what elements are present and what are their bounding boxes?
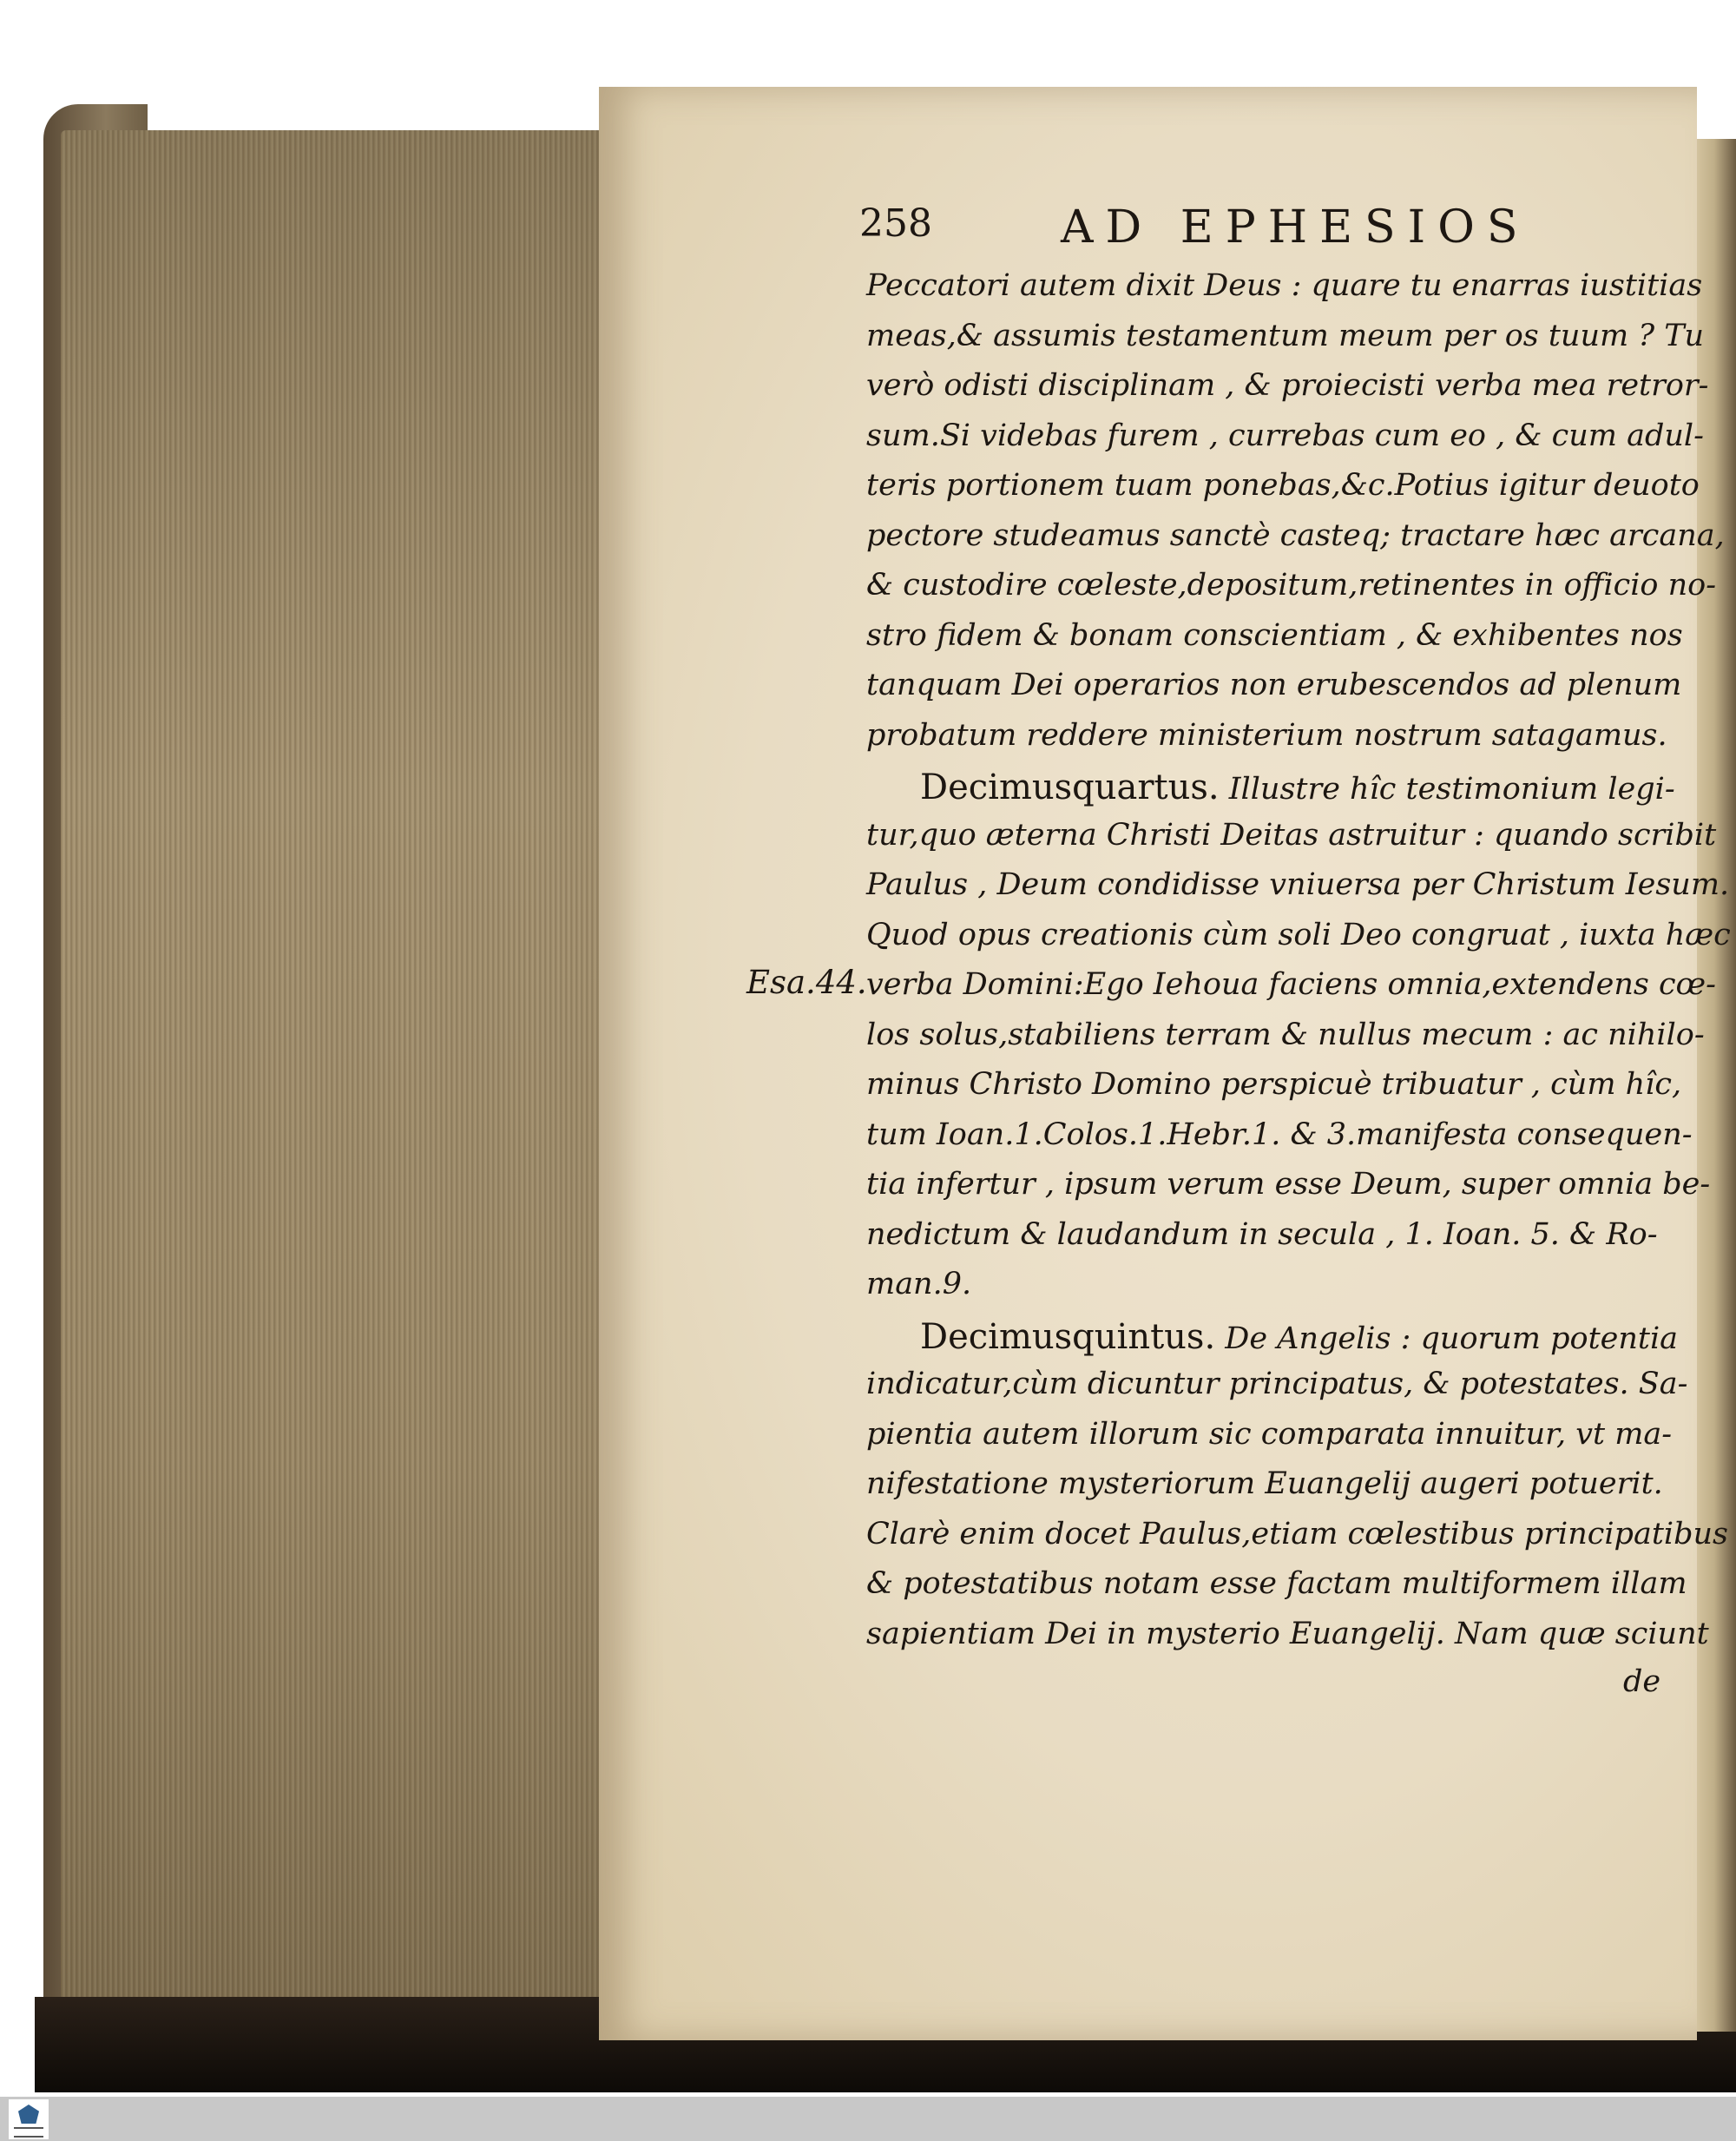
text-line — [866, 468, 1700, 503]
viewer-footer-bar — [0, 2097, 1736, 2141]
text-line — [866, 1169, 1710, 1200]
text-line — [866, 1619, 1709, 1650]
line-text: Quod opus creationis cùm soli Deo congruat , iuxta hæc — [866, 918, 1731, 952]
line-text: tanquam Dei operarios non erubescendos ad plenum — [866, 668, 1682, 702]
line-text: pectore studeamus sanctè casteq; tractare hæc arcana, — [866, 518, 1725, 553]
line-text: De Angelis : quorum potentia — [1215, 1321, 1679, 1356]
line-text: tur,quo æterna Christi Deitas astruitur : quando scribit — [866, 818, 1717, 853]
text-line — [866, 820, 1716, 851]
text-line — [866, 1369, 1687, 1400]
text-line — [866, 368, 1709, 403]
line-text: verò odisti disciplinam , & proiecisti verba mea retror- — [866, 368, 1709, 403]
text-line — [866, 1417, 1673, 1452]
line-text: & potestatibus notam esse factam multiformem illam — [866, 1566, 1687, 1601]
line-text: Peccatori autem dixit Deus : quare tu enarras iustitias — [866, 268, 1703, 303]
line-text: tia infertur , ipsum verum esse Deum, super omnia be- — [866, 1167, 1711, 1202]
text-line — [866, 670, 1681, 701]
line-text: Paulus , Deum condidisse vniuersa per Christum Iesum. — [866, 867, 1730, 902]
text-line — [866, 418, 1704, 453]
line-text: probatum reddere ministerium nostrum satagamus. — [866, 718, 1667, 753]
line-text: & custodire cœleste,depositum,retinentes in officio no- — [866, 568, 1717, 603]
text-line — [866, 867, 1730, 902]
text-line — [920, 1317, 1679, 1357]
line-text: indicatur,cùm dicuntur principatus, & potestates. Sa- — [866, 1367, 1688, 1401]
line-text: tum Ioan.1.Colos.1.Hebr.1. & 3.manifesta consequen- — [866, 1117, 1693, 1152]
text-line — [920, 767, 1675, 807]
line-text: nifestatione mysteriorum Euangelij augeri potuerit. — [866, 1466, 1663, 1501]
text-line — [866, 1117, 1693, 1152]
section-lead: Decimusquintus. — [920, 1317, 1216, 1357]
section-lead: Decimusquartus. — [920, 767, 1220, 807]
line-text: nedictum & laudandum in secula , 1. Ioan. 5. & Ro- — [866, 1217, 1658, 1252]
text-line — [866, 1519, 1728, 1550]
text-line — [866, 570, 1716, 601]
page-number: 258 — [859, 201, 932, 246]
margin-note: Esa.44. — [746, 964, 867, 1001]
text-line — [866, 1466, 1663, 1501]
line-text: sapientiam Dei in mysterio Euangelij. Nam quæ sciunt — [866, 1617, 1709, 1651]
text-line — [866, 1269, 971, 1300]
line-text: los solus,stabiliens terram & nullus mecum : ac nihilo- — [866, 1018, 1705, 1052]
text-line — [866, 718, 1667, 753]
line-text: teris portionem tuam ponebas,&c.Potius igitur deuoto — [866, 468, 1700, 503]
line-text: sum.Si videbas furem , currebas cum eo , & cum adul- — [866, 418, 1704, 453]
line-text: minus Christo Domino perspicuè tribuatur , cùm hîc, — [866, 1067, 1682, 1102]
line-text: Illustre hîc testimonium legi- — [1219, 772, 1675, 807]
text-line — [866, 1020, 1705, 1051]
text-line — [866, 618, 1683, 653]
text-line — [866, 967, 1716, 1002]
line-text: man.9. — [866, 1267, 972, 1301]
text-line — [866, 268, 1703, 303]
line-text: Clarè enim docet Paulus,etiam cœlestibus principatibus — [866, 1517, 1728, 1551]
text-line — [866, 1217, 1658, 1252]
page-block-edges — [61, 130, 616, 2023]
line-text: stro fidem & bonam conscientiam , & exhibentes nos — [866, 618, 1683, 653]
line-text: meas,& assumis testamentum meum per os tuum ? Tu — [866, 319, 1705, 353]
text-line — [866, 518, 1725, 553]
line-text: pientia autem illorum sic comparata innuitur, vt ma- — [866, 1417, 1673, 1452]
running-head: AD EPHESIOS — [1061, 201, 1530, 254]
text-line — [866, 321, 1704, 352]
catchword: de — [1623, 1664, 1661, 1699]
line-text: verba Domini:Ego Iehoua faciens omnia,extendens cœ- — [866, 967, 1716, 1002]
library-logo-icon — [9, 2099, 49, 2139]
text-line — [866, 1566, 1687, 1601]
text-line — [866, 1067, 1682, 1102]
text-line — [866, 920, 1731, 951]
